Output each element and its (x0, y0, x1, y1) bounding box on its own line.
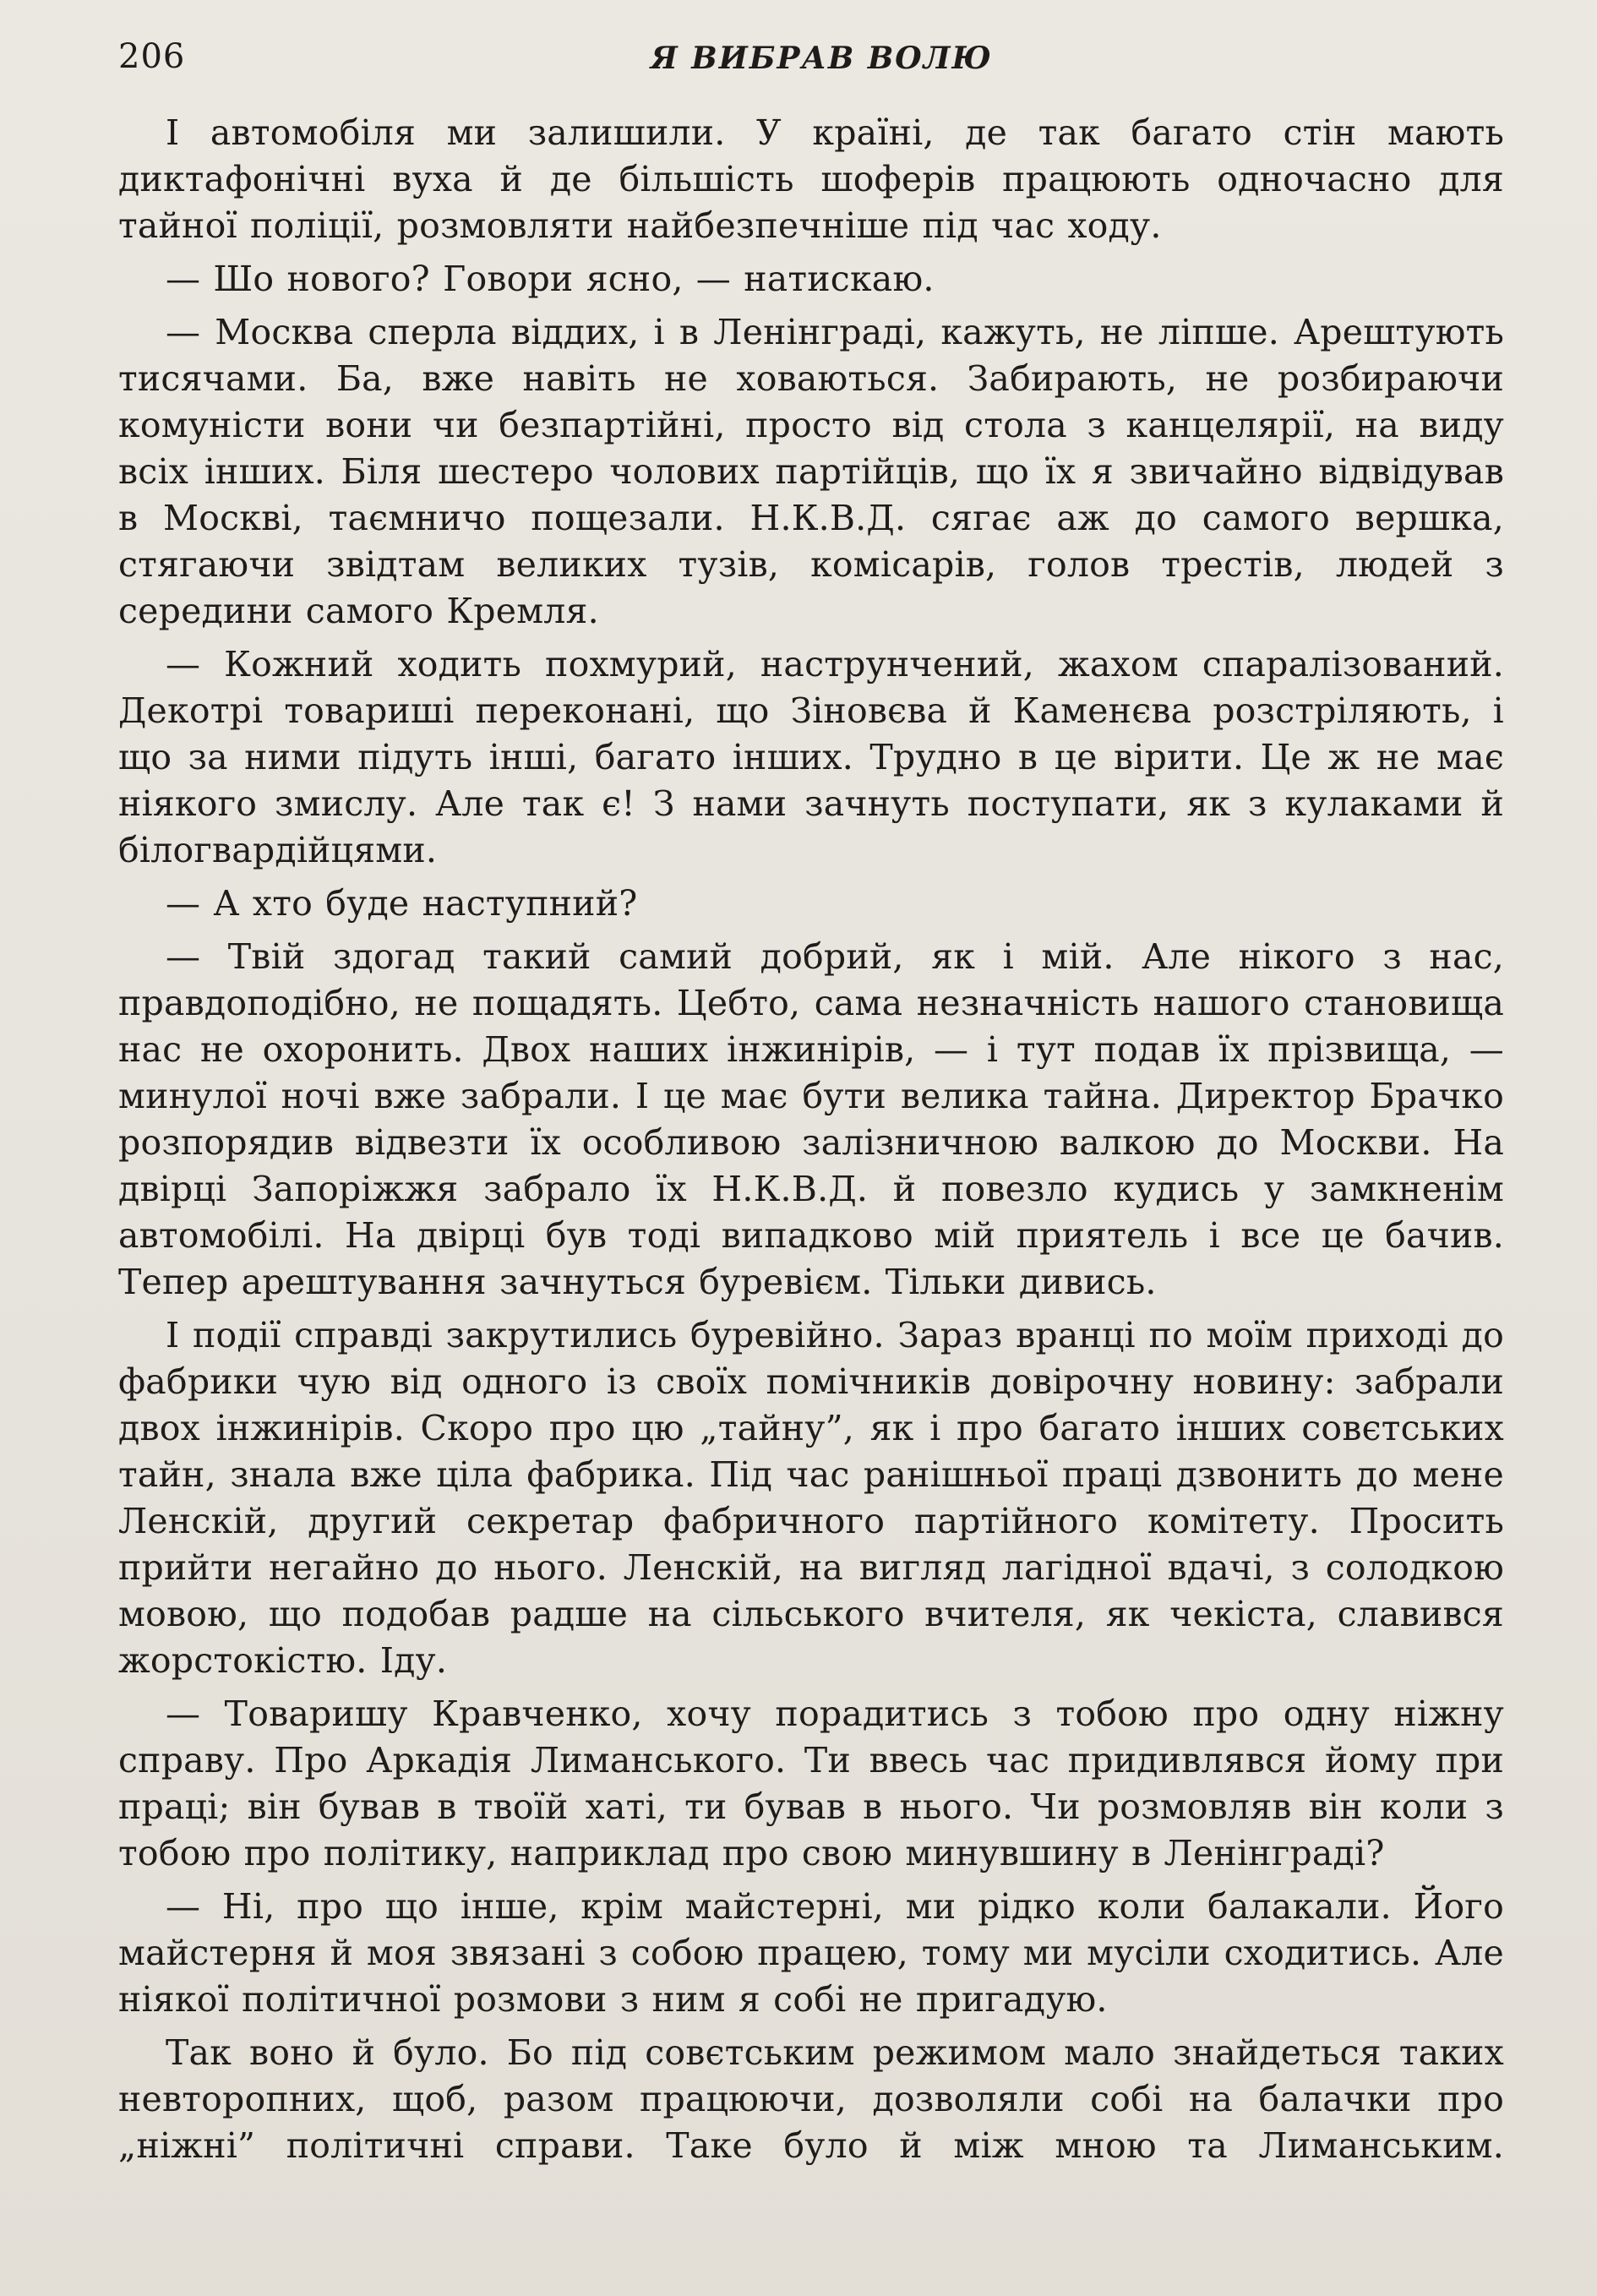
paragraph-7: І події справді закрутились буревійно. Зараз вранці по моїм приході до фабрики чую від одного із своїх помічників довірочну новину: забрали двох інжинірів. Скоро про цю „тайну”, як і про багато інших совєтських тайн, знала вже ціла фабрика. Під час ранішньої праці дзвонить до мене Ленскій, другий секретар фабричного партійного комітету. Просить прийти негайно до нього. Ленскій, на вигляд лагідної вдачі, з солодкою мовою, що подобав радше на сільського вчителя, як чекіста, славився жорстокістю. Іду. (118, 1315, 1504, 1681)
body-text (118, 110, 1504, 2176)
paragraph-1: І автомобіля ми залишили. У країні, де так багато стін мають диктафонічні вуха й де більшість шоферів працюють одночасно для тайної поліції, розмовляти найбезпечніше під час ходу. (118, 112, 1504, 246)
running-title: Я ВИБРАВ ВОЛЮ (651, 41, 993, 76)
paragraph-9: — Ні, про що інше, крім майстерні, ми рідко коли балакали. Його майстерня й моя звязані з собою працею, тому ми мусіли сходитись. Але ніякої політичної розмови з ним я собі не пригадую. (118, 1886, 1504, 2020)
paragraph-8: — Товаришу Кравченко, хочу порадитись з тобою про одну ніжну справу. Про Аркадія Лиманського. Ти ввесь час придивлявся йому при праці; він бував в твоїй хаті, ти бував в нього. Чи розмовляв він коли з тобою про політику, наприклад про свою минувшину в Ленінграді? (118, 1693, 1504, 1873)
page-header (118, 37, 1504, 88)
paragraph-5: — А хто буде наступний? (166, 883, 638, 924)
paragraph-3: — Москва сперла віддих, і в Ленінграді, кажуть, не ліпше. Арештують тисячами. Ба, вже навіть не ховаються. Забирають, не розбираючи комуністи вони чи безпартійні, просто від стола з канцелярії, на виду всіх інших. Біля шестеро чолових партійців, що їх я звичайно відвідував в Москві, таємничо пощезали. Н.К.В.Д. сягає аж до самого вершка, стягаючи звідтам великих тузів, комісарів, голов трестів, людей з середини самого Кремля. (118, 312, 1504, 631)
paragraph-4: — Кожний ходить похмурий, наструнчений, жахом спаралізований. Декотрі товариші переконані, що Зіновєва й Каменєва розстріляють, і що за ними підуть інші, багато інших. Трудно в це вірити. Це ж не має ніякого змислу. Але так є! З нами зачнуть поступати, як з кулаками й білогвардійцями. (118, 644, 1504, 870)
paragraph-10: Так воно й було. Бо під совєтським режимом мало знайдеться таких невторопних, щоб, разом працюючи, дозволяли собі на балачки про „ніжні” політичні справи. Таке було й між мною та Лиманським. (118, 2032, 1504, 2166)
paragraph-6: — Твій здогад такий самий добрий, як і мій. Але нікого з нас, правдоподібно, не пощадять. Цебто, сама незначність нашого становища нас не охоронить. Двох наших інжинірів, — і тут подав їх прізвища, — минулої ночі вже забрали. І це має бути велика тайна. Директор Брачко розпорядив відвезти їх особливою залізничною валкою до Москви. На двірці Запоріжжя забрало їх Н.К.В.Д. й повезло кудись у замкненім автомобілі. На двірці був тоді випадково мій приятель і все це бачив. Тепер арештування зачнуться буревієм. Тільки дивись. (118, 936, 1504, 1302)
paragraph-2: — Шо нового? Говори ясно, — натискаю. (166, 259, 935, 299)
page-number: 206 (118, 37, 186, 76)
